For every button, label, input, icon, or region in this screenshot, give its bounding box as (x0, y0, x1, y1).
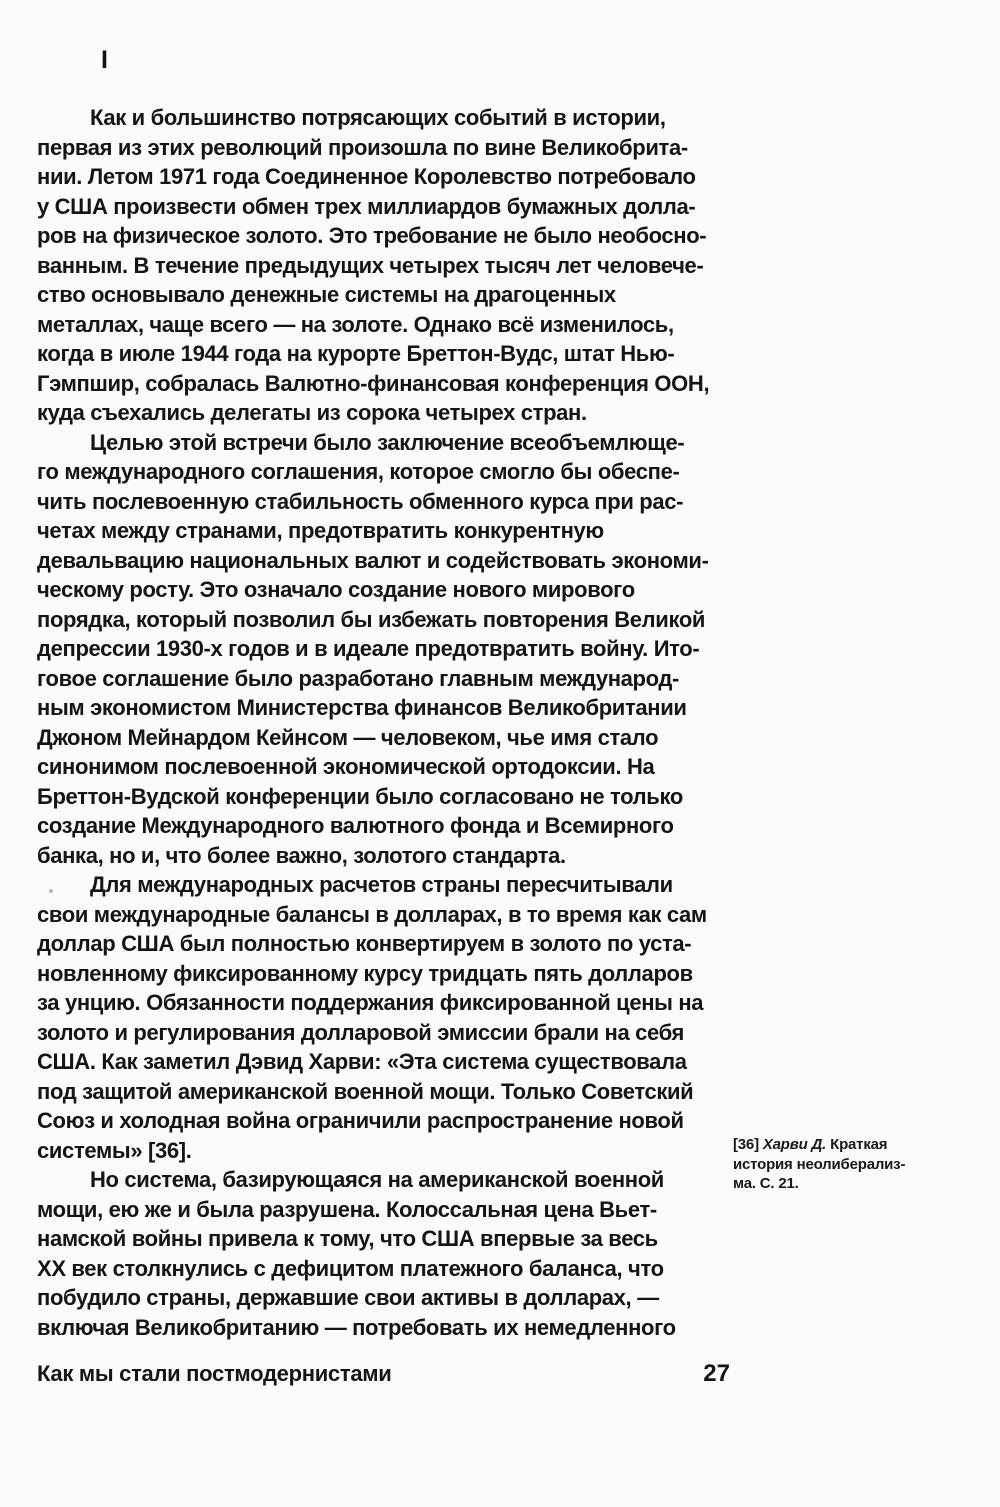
paragraph: Целью этой встречи было заключение всеобъемлюще- го международного соглашения, которое смогло бы обеспе- чить послевоенную стабильность обменного курса при рас- четах между странами, предотвратить конкурентную девальвацию национальных валют и содействовать экономи- ческому росту. Это означало создание нового мирового порядка, который позволил бы избежать повторения Великой депрессии 1930-х годов и в идеале предотвратить войну. Ито- говое соглашение было разработано главным международ- ным экономистом Министерства финансов Великобритании Джоном Мейнардом Кейнсом — человеком, чье имя стало синонимом послевоенной экономической ортодоксии. На Бреттон-Вудской конференции было согласовано не только создание Международного валютного фонда и Всемирного банка, но и, что более важно, золотого стандарта. (37, 429, 709, 868)
paragraph: Как и большинство потрясающих событий в истории, первая из этих революций произошла по вине Великобрита- нии. Летом 1971 года Соединенное Королевство потребовало у США произвести обмен трех миллиардов бумажных долла- ров на физическое золото. Это требование не было необосно- ванным. В течение предыдущих четырех тысяч лет человече- ство основывало денежные системы на драгоценных металлах, чаще всего — на золоте. Однако всё изменилось, когда в июле 1944 года на курорте Бреттон-Вудс, штат Нью- Гэмпшир, собралась Валютно-финансовая конференция ООН, куда съехались делегаты из сорока четырех стран. (37, 105, 710, 425)
citation-text: Краткая (826, 1136, 888, 1153)
paragraph: Для международных расчетов страны пересчитывали свои международные балансы в долларах, в то время как сам доллар США был полностью конвертируем в золото по уста- новленному фиксированному курсу тридцать пять долларов за унцию. Обязанности поддержания фиксированной цены на золото и регулирования долларовой эмиссии брали на себя США. Как заметил Дэвид Харви: «Эта система существовала под защитой американской военной мощи. Только Советский Союз и холодная война ограничили распространение новой системы» [36]. (37, 872, 707, 1163)
page-number: 27 (703, 1360, 730, 1387)
citation-author: Харви Д. (762, 1136, 827, 1153)
page-footer (37, 1360, 730, 1388)
margin-note-citation (733, 1135, 963, 1194)
running-title: Как мы стали постмодернистами (37, 1361, 392, 1386)
citation-text: история неолиберализ- (733, 1155, 906, 1173)
body-text-column (37, 103, 742, 1342)
section-mark: I (101, 46, 108, 74)
citation-text: ма. С. 21. (733, 1175, 799, 1192)
scan-artifact-dot (49, 889, 53, 893)
paragraph: Но система, базирующаяся на американской военной мощи, ею же и была разрушена. Колоссальная цена Вьет- намской войны привела к тому, что США впервые за весь XX век столкнулись с дефицитом платежного баланса, что побудило страны, державшие свои активы в долларах, — включая Великобританию — потребовать их немедленного (37, 1167, 676, 1340)
citation-text: [36] (733, 1136, 763, 1153)
